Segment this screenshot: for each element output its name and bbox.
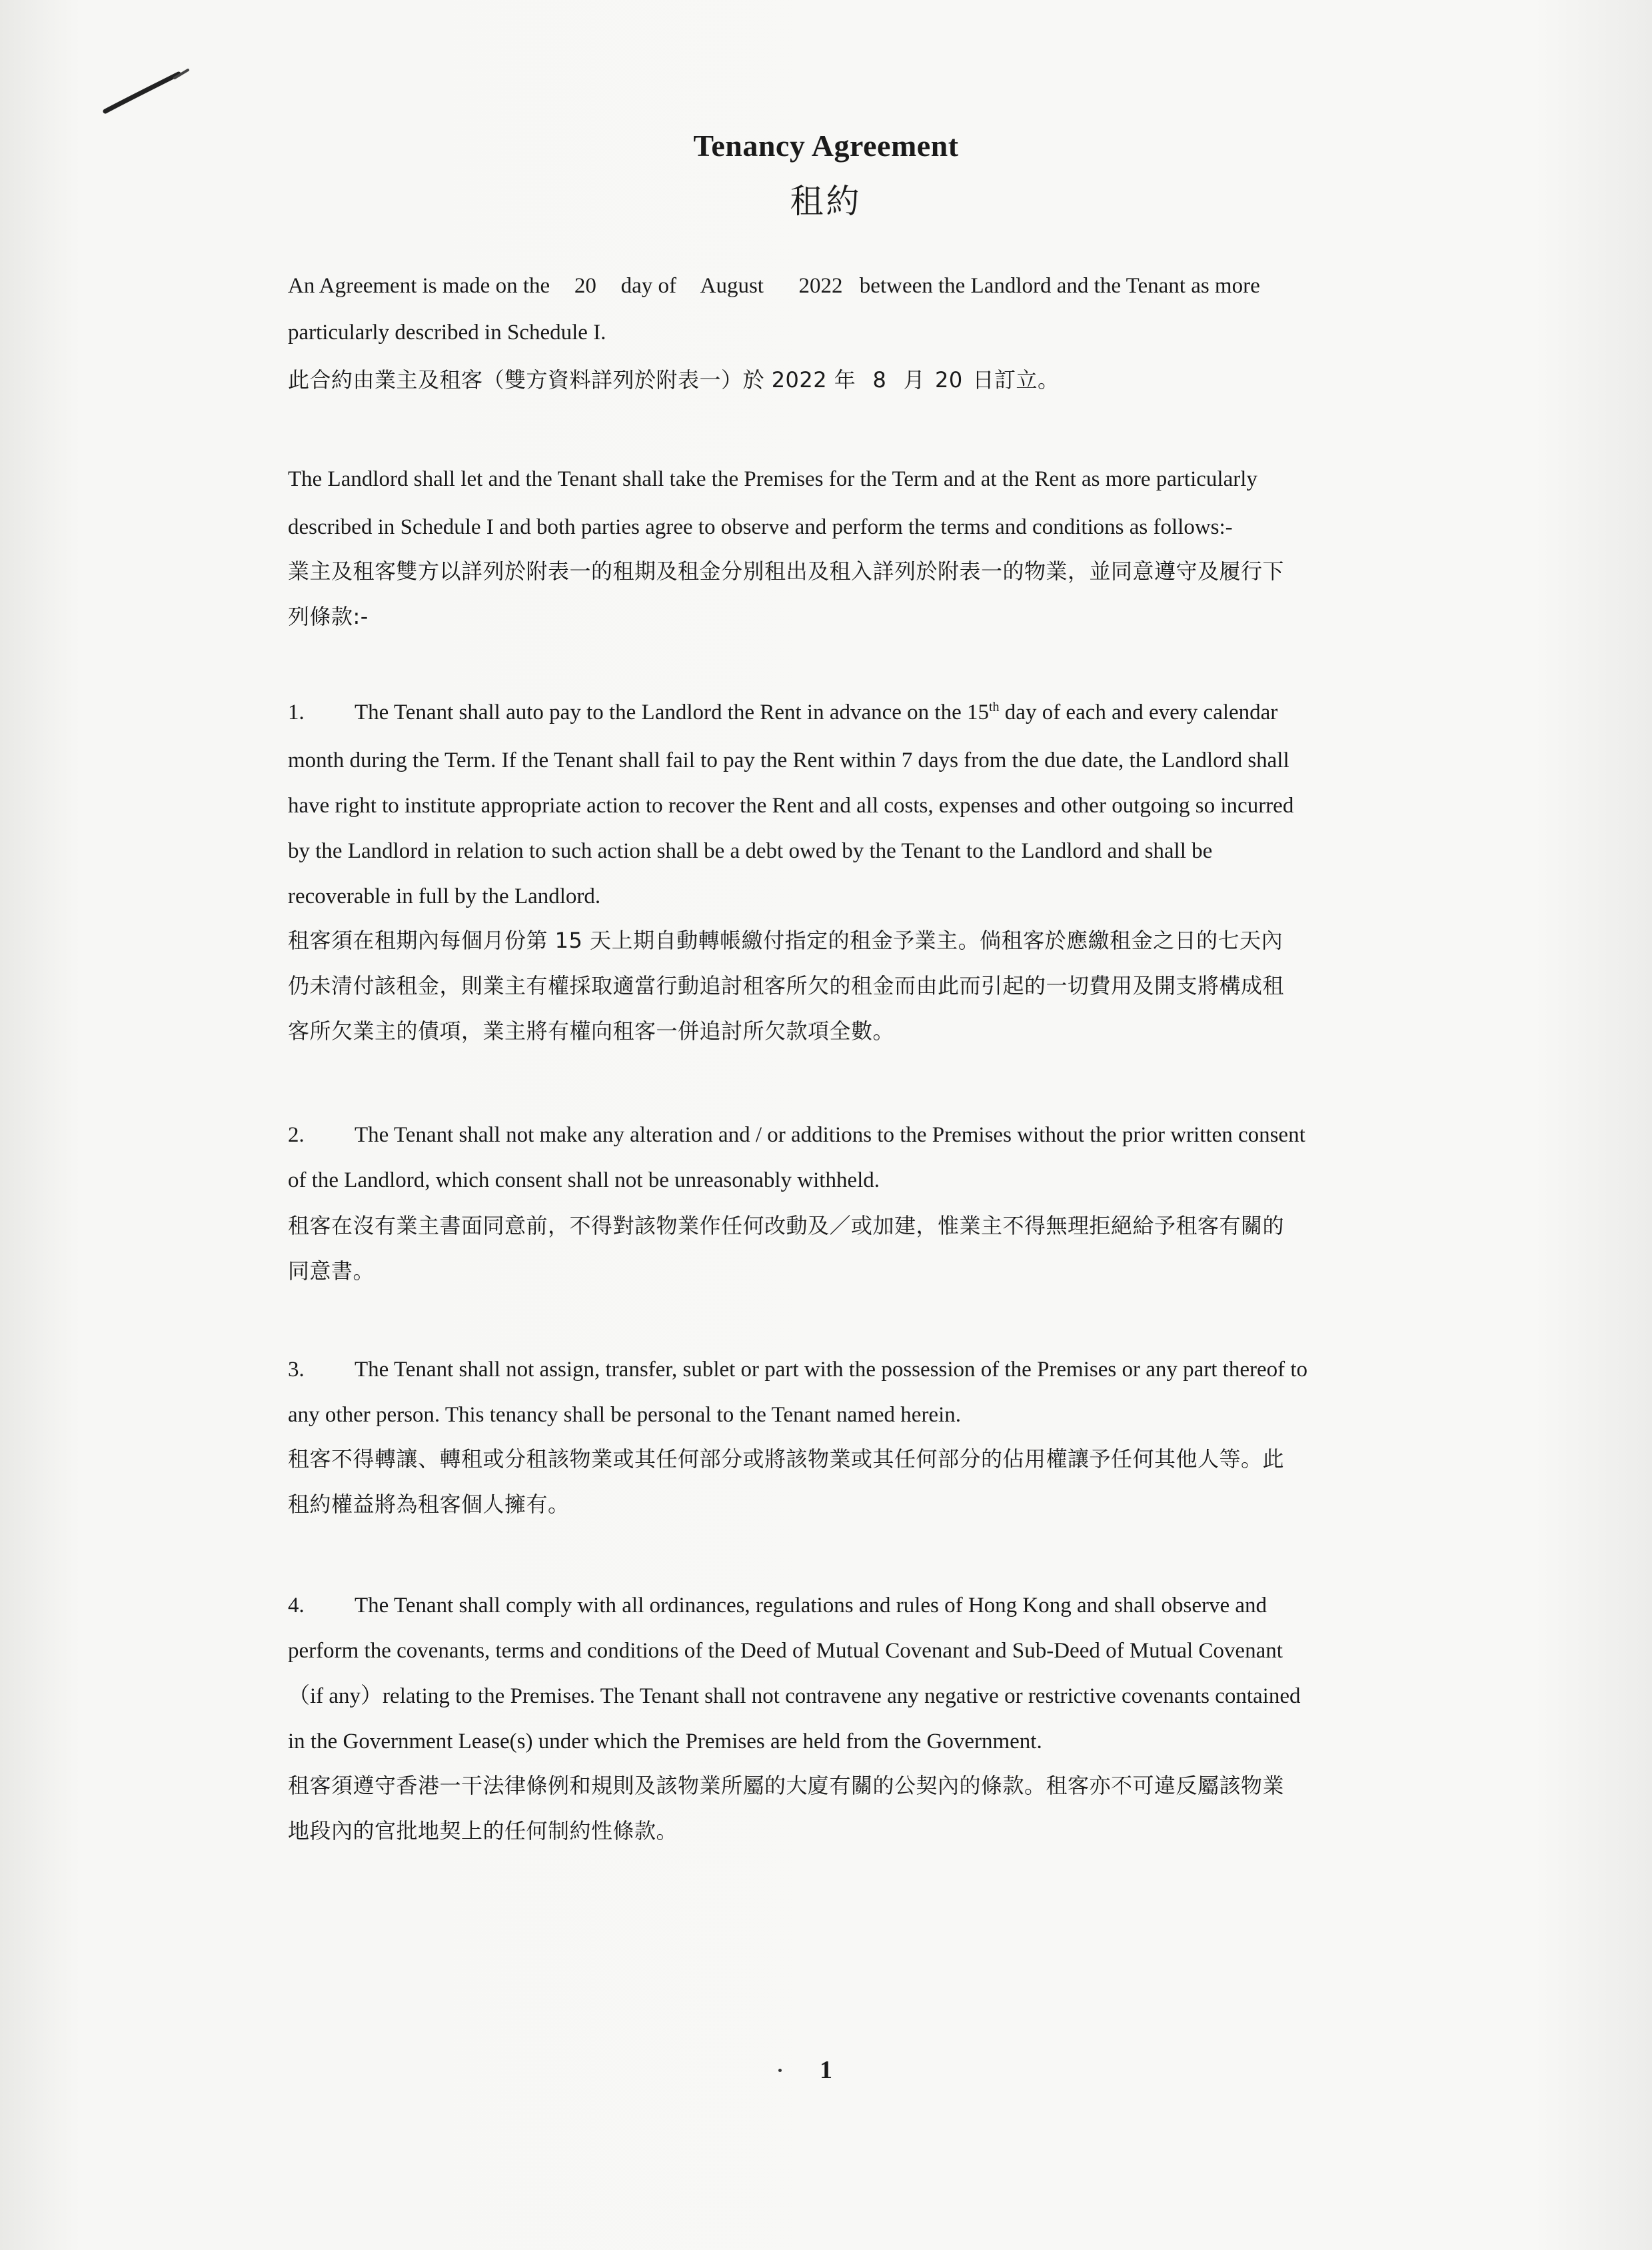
clause-1-chinese-line-3: 客所欠業主的債項，業主將有權向租客一併追討所欠款項全數。 [288,1018,895,1044]
preamble-chinese-line-1: 業主及租客雙方以詳列於附表一的租期及租金分別租出及租入詳列於附表一的物業，並同意遵守及履行下 [288,559,1285,584]
clause-4-line-4: in the Government Lease(s) under which the Premises are held from the Government. [288,1729,1042,1753]
document-title-chinese: 租約 [790,182,862,221]
intro-english-line-1 [288,273,1381,300]
preamble-chinese-line-2: 列條款:- [288,604,369,629]
intro-text-b: day of [620,274,677,298]
clause-4-line-2: perform the covenants, terms and conditions of the Deed of Mutual Covenant and Sub-Deed of Mutual Covenant [288,1639,1283,1663]
clause-4-chinese-line-1: 租客須遵守香港一干法律條例和規則及該物業所屬的大廈有關的公契內的條款。租客亦不可違反屬該物業 [288,1773,1285,1798]
clause-3-line-2: any other person. This tenancy shall be personal to the Tenant named herein. [288,1403,961,1427]
intro-english-line-2: particularly described in Schedule I. [288,321,606,345]
clause-4-chinese-line-2: 地段內的官批地契上的任何制約性條款。 [288,1818,678,1843]
intro-month: August [700,274,764,298]
intro-zh-month: 8 [872,367,887,393]
clause-1-number: 1. [288,700,305,724]
preamble-english-line-2: described in Schedule I and both parties agree to observe and perform the terms and conditions as follows:- [288,515,1233,539]
clause-4-line-3: （if any）relating to the Premises. The Tenant shall not contravene any negative or restrictive covenants contained [288,1684,1301,1708]
clause-2-line-2: of the Landlord, which consent shall not be unreasonably withheld. [288,1168,880,1192]
clause-3-line-1: 3. The Tenant shall not assign, transfer, sublet or part with the possession of the Premises or any part thereof to [288,1357,1381,1384]
clause-2-chinese-line-1: 租客在沒有業主書面同意前，不得對該物業作任何改動及／或加建，惟業主不得無理拒絕給予租客有關的 [288,1213,1285,1238]
clause-2-line-1: 2. The Tenant shall not make any alteration and / or additions to the Premises without the prior written consent [288,1122,1381,1149]
page-number: 1 [820,2056,832,2084]
clause-1-line-1: 1. The Tenant shall auto pay to the Landlord the Rent in advance on the 15th day of each and every calendar [288,700,1381,726]
intro-text-c: between the Landlord and the Tenant as more [859,274,1260,298]
clause-1-line-4: by the Landlord in relation to such action shall be a debt owed by the Tenant to the Landlord and shall be [288,839,1213,863]
intro-zh-year: 2022 [771,367,828,393]
intro-year: 2022 [798,274,843,298]
intro-day: 20 [574,274,596,298]
clause-4-line-1: 4. The Tenant shall comply with all ordinances, regulations and rules of Hong Kong and shall observe and [288,1593,1381,1620]
clause-1-chinese-line-2: 仍未清付該租金，則業主有權採取適當行動追討租客所欠的租金而由此而引起的一切費用及開支將構成租 [288,973,1285,998]
clause-1-chinese-line-1: 租客須在租期內每個月份第 15 天上期自動轉帳繳付指定的租金予業主。倘租客於應繳租金之日的七天內 [288,928,1283,953]
clause-3-number: 3. [288,1358,305,1382]
clause-2-number: 2. [288,1123,305,1147]
document-title-english: Tenancy Agreement [693,129,959,163]
intro-chinese-line: 此合約由業主及租客（雙方資料詳列於附表一）於 2022 年 8 月 20 日訂立。 [288,367,1060,393]
pen-stroke-mark [100,63,193,117]
clause-2-chinese-line-2: 同意書。 [288,1258,375,1284]
clause-1-line-5: recoverable in full by the Landlord. [288,884,601,908]
clause-1-line-3: have right to institute appropriate action to recover the Rent and all costs, expenses and other outgoing so incurred [288,794,1294,818]
clause-1-line-2: month during the Term. If the Tenant shall fail to pay the Rent within 7 days from the due date, the Landlord shall [288,748,1289,772]
clause-3-chinese-line-1: 租客不得轉讓、轉租或分租該物業或其任何部分或將該物業或其任何部分的佔用權讓予任何其他人等。此 [288,1446,1285,1472]
clause-3-chinese-line-2: 租約權益將為租客個人擁有。 [288,1492,570,1517]
clause-4-number: 4. [288,1594,305,1618]
preamble-english-line-1: The Landlord shall let and the Tenant shall take the Premises for the Term and at the Rent as more particularly [288,467,1257,491]
intro-text-a: An Agreement is made on the [288,274,550,298]
intro-zh-day: 20 [934,367,963,393]
